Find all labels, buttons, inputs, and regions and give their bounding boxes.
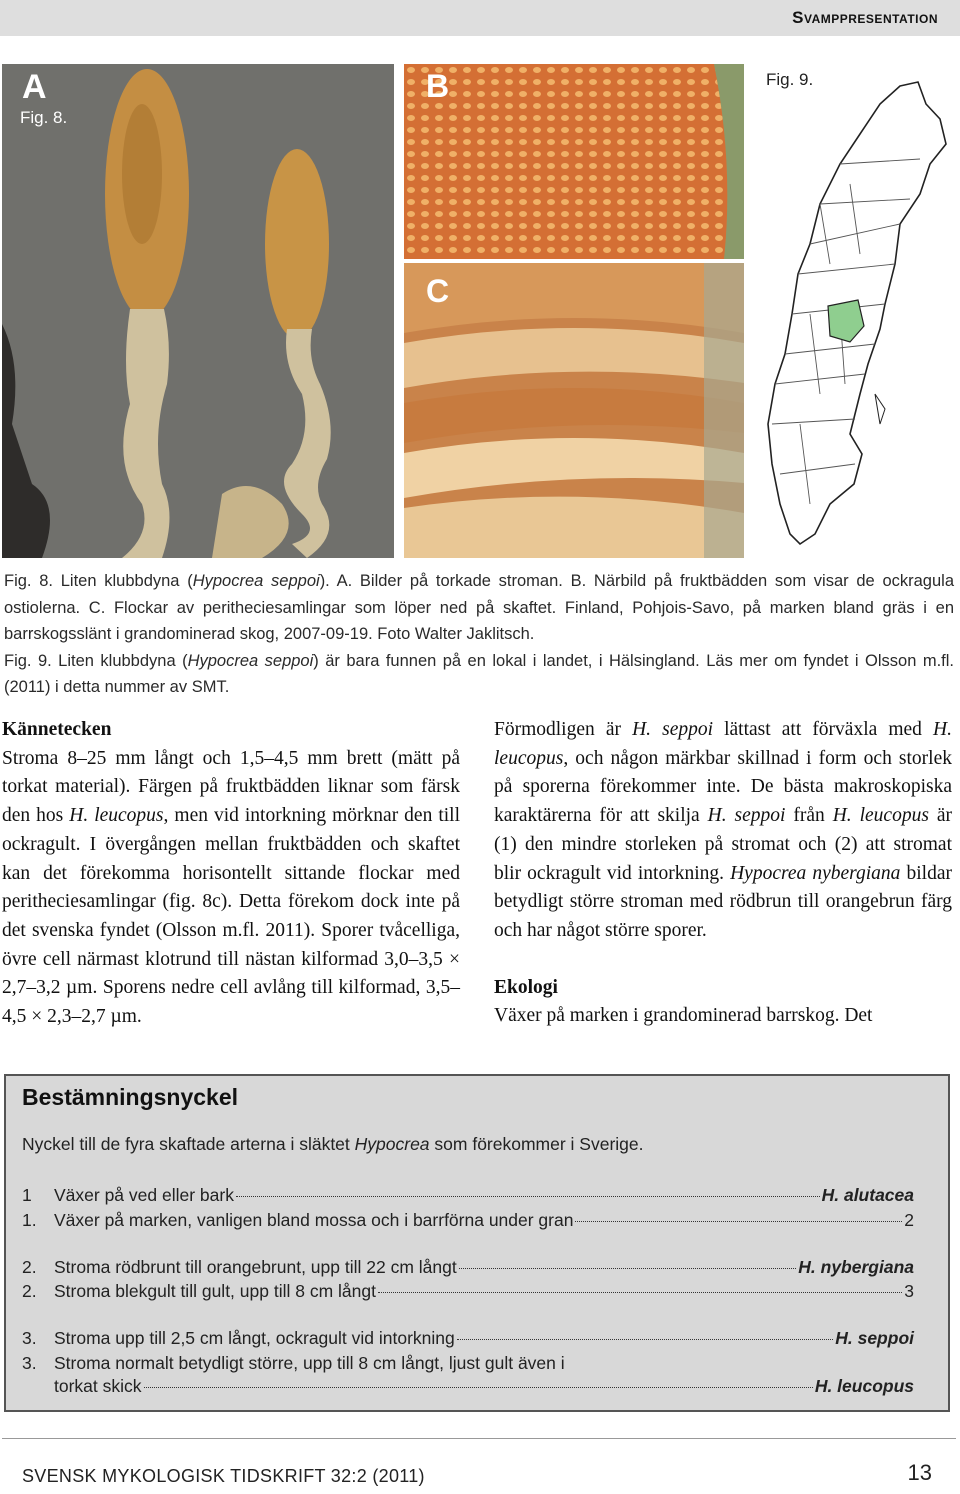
key-row: 3. Stroma upp till 2,5 cm långt, ockragult vid intorkning H. seppoi [22, 1328, 914, 1348]
key-row: 1. Växer på marken, vanligen bland mossa och i barrförna under gran 2 [22, 1210, 914, 1230]
photo-panel-b [404, 64, 744, 259]
sweden-map-panel [750, 64, 960, 558]
fertile-surface-closeup [404, 64, 744, 259]
identification-key-box [4, 1074, 950, 1412]
key-row-continuation: torkat skick H. leucopus [54, 1376, 914, 1396]
figure-caption [4, 568, 954, 701]
key-row: 2. Stroma rödbrunt till orangebrunt, upp till 22 cm långt H. nybergiana [22, 1257, 914, 1277]
comparison-paragraph: Förmodligen är H. seppoi lättast att förväxla med H. leucopus, och någon märkbar skillnad i form och storlek på sporerna förekommer inte. De bästa makroskopiska karaktärerna för att skilja H. seppoi från H. leucopus är (1) den mindre storleken på stromat och (2) att stromat blir ockragult vid intorkning. Hypocrea nybergiana bildar betydligt större stroman med rödbrun till orangebrun färg och har något större sporer. [494, 719, 953, 941]
panel-b-letter: B [426, 68, 450, 104]
heading-kannetecken: Kännetecken [2, 719, 112, 740]
perithecia-tufts-illustration [404, 263, 744, 558]
footer-rule [2, 1438, 956, 1439]
key-row: 1 Växer på ved eller bark H. alutacea [22, 1185, 914, 1205]
dried-stroma-illustration [2, 64, 394, 558]
fig9-label: Fig. 9. [766, 70, 814, 89]
ekologi-paragraph: Växer på marken i grandominerad barrskog. Det [494, 1005, 873, 1027]
journal-name: SVENSK MYKOLOGISK TIDSKRIFT 32:2 (2011) [22, 1466, 425, 1486]
fig8-caption: Fig. 8. Liten klubbdyna (Hypocrea seppoi). A. Bilder på torkade stroman. B. Närbild på fruktbädden som visar de ockragula ostiolerna. C. Flockar av peritheciesamlingar som löper ned på skaftet. Finland, Pohjois-Savo, på marken bland gräs i en barrskogsslänt i grandominerad skog, 2007-09-19. Foto Walter Jaklitsch. [4, 572, 954, 643]
panel-a-letter: A [22, 68, 47, 106]
key-row: 2. Stroma blekgult till gult, upp till 8 cm långt 3 [22, 1281, 914, 1301]
key-intro: Nyckel till de fyra skaftade arterna i släktet Hypocrea som förekommer i Sverige. [22, 1134, 644, 1154]
page-number: 13 [907, 1460, 932, 1485]
sweden-map [750, 64, 960, 558]
fig9-caption: Fig. 9. Liten klubbdyna (Hypocrea seppoi) är bara funnen på en lokal i landet, i Hälsingland. Läs mer om fyndet i Olsson m.fl. (2011) i detta nummer av SMT. [4, 651, 955, 696]
key-title: Bestämningsnyckel [22, 1084, 239, 1110]
photo-panel-c [404, 263, 744, 558]
fig8-label: Fig. 8. [20, 108, 68, 127]
heading-ekologi: Ekologi [494, 976, 558, 998]
right-column [494, 716, 952, 1031]
section-title: Svamppresentation [792, 8, 938, 27]
panel-c-letter: C [426, 273, 450, 309]
left-column [2, 716, 460, 1032]
key-row: 3. Stroma normalt betydligt större, upp till 8 cm långt, ljust gult även i [22, 1353, 565, 1373]
kannetecken-paragraph: Stroma 8–25 mm långt och 1,5–4,5 mm brett (mätt på torkat material). Färgen på fruktbädden liknar som färsk den hos H. leucopus, men vid intorkning mörknar den till ockragult. I övergången mellan fruktbädden och skaftet kan det förekomma horisontellt sittande flockar med peritheciesamlingar (fig. 8c). Detta förekom dock inte på det svenska fyndet (Olsson m.fl. 2011). Sporer tvåcelliga, övre cell närmast klotrund till nästan kilformad 3,0–3,5 × 2,7–3,2 µm. Sporens nedre cell avlång till kilformad, 3,5–4,5 × 2,3–2,7 µm. [2, 747, 461, 1028]
photo-panel-a [2, 64, 394, 558]
